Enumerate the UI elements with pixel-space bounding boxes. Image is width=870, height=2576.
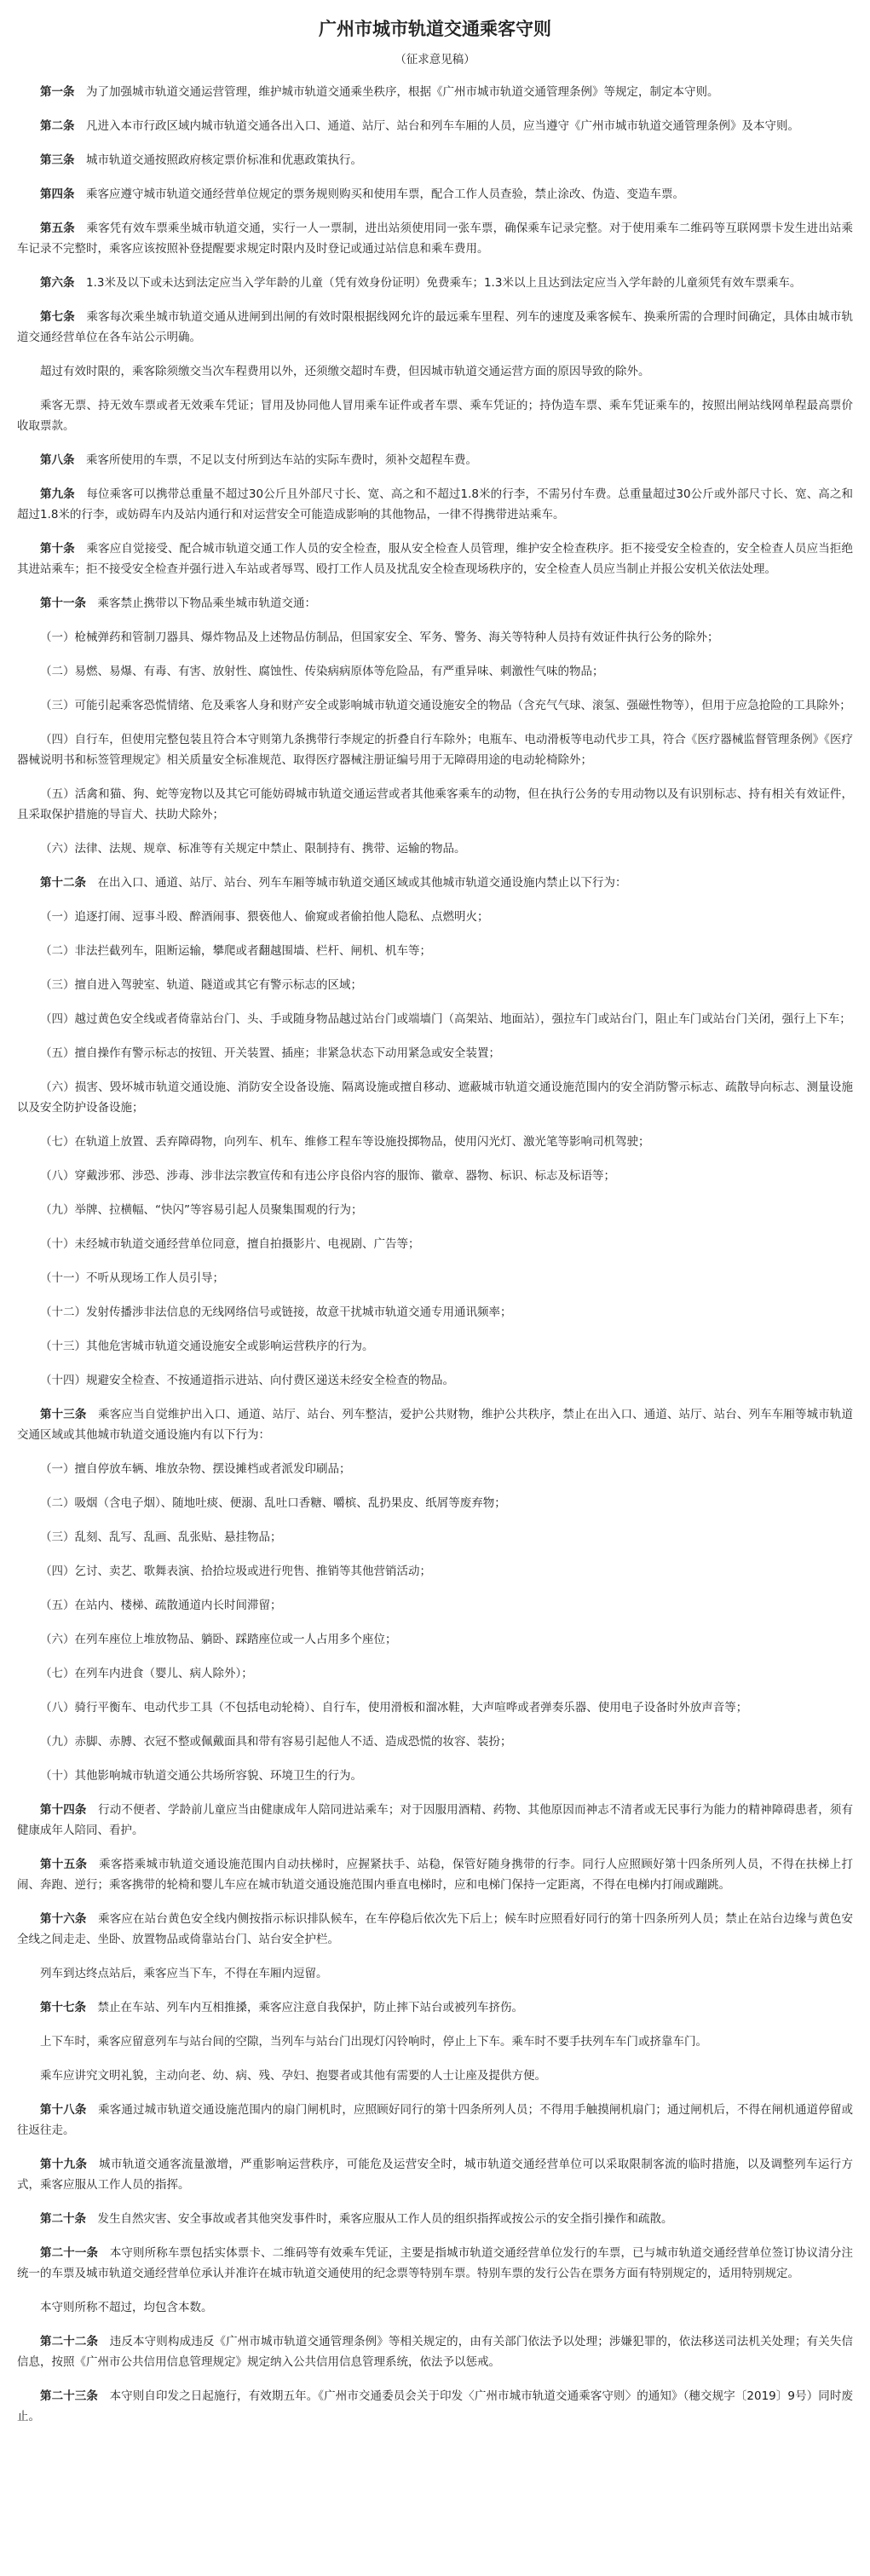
article-spacer [87, 2103, 99, 2117]
article-spacer [87, 1858, 99, 1871]
clause-paragraph [17, 1370, 853, 1391]
paragraph-text: 乘客应在站台黄色安全线内侧按指示标识排队候车，在车停稳后依次先下后上；候车时应照看好同行的第十四条所列人员；禁止在站台边缘与黄色安全线之间走走、坐卧、放置物品或倚靠站台门、站台安全护栏。 [17, 1912, 854, 1946]
paragraph-text: （二）易燃、易爆、有毒、有害、放射性、腐蚀性、传染病病原体等危险品，有严重异味、刺激性气味的物品； [40, 665, 604, 678]
paragraph-text: 乘客每次乘坐城市轨道交通从进闸到出闸的有效时限根据线网允许的最远乘车里程、列车的速度及乘客候车、换乘所需的合理时间确定，具体由城市轨道交通经营单位在各车站公示明确。 [17, 310, 854, 344]
article-spacer [98, 2389, 110, 2403]
article-number: 第十四条 [40, 1803, 87, 1817]
paragraph-text: 上下车时，乘客应留意列车与站台间的空隙，当列车与站台门出现灯闪铃响时，停止上下车。乘车时不要手扶列车车门或挤靠车门。 [40, 2035, 707, 2049]
article-paragraph [17, 593, 853, 614]
clause-paragraph [17, 1629, 853, 1650]
paragraph-text: （一）枪械弹药和管制刀器具、爆炸物品及上述物品仿制品，但国家安全、军务、警务、海关等特种人员持有效证件执行公务的除外； [40, 631, 719, 644]
article-spacer [75, 222, 87, 235]
document-title: 广州市城市轨道交通乘客守则 [319, 18, 551, 39]
clause-paragraph [17, 941, 853, 961]
paragraph-text: （十）其他影响城市轨道交通公共场所容貌、环境卫生的行为。 [40, 1769, 362, 1783]
clause-paragraph [17, 395, 853, 436]
paragraph-text: （五）在站内、楼梯、疏散通道内长时间滞留； [40, 1599, 282, 1612]
paragraph-text: （一）擅自停放车辆、堆放杂物、摆设摊档或者派发印刷品； [40, 1462, 351, 1476]
paragraph-text: 违反本守则构成违反《广州市城市轨道交通管理条例》等相关规定的，由有关部门依法予以处理；涉嫌犯罪的，依法移送司法机关处理；有关失信信息，按照《广州市公共信用信息管理规定》规定纳入公共信用信息管理系统，依法予以惩戒。 [17, 2335, 854, 2369]
article-spacer [86, 2001, 98, 2014]
article-spacer [87, 1912, 99, 1926]
article-number: 第二十条 [40, 2212, 86, 2226]
paragraph-text: 乘客应当自觉维护出入口、通道、站厅、站台、列车整洁，爱护公共财物，维护公共秩序，禁止在出入口、通道、站厅、站台、列车车厢等城市轨道交通区域或其他城市轨道交通设施内有以下行为： [17, 1408, 854, 1442]
paragraph-text: 行动不便者、学龄前儿童应当由健康成年人陪同进站乘车；对于因服用酒精、药物、其他原因而神志不清者或无民事行为能力的精神障碍患者，须有健康成年人陪同、看护。 [17, 1803, 854, 1837]
article-number: 第九条 [40, 487, 75, 501]
paragraph-text: （二）吸烟（含电子烟）、随地吐痰、便溺、乱吐口香糖、嚼槟、乱扔果皮、纸屑等废弃物； [40, 1496, 506, 1510]
article-paragraph [17, 116, 853, 136]
article-number: 第六条 [40, 276, 75, 290]
paragraph-text: 在出入口、通道、站厅、站台、列车车厢等城市轨道交通区域或其他城市轨道交通设施内禁止以下行为： [97, 876, 627, 890]
article-spacer [75, 187, 87, 201]
article-paragraph [17, 307, 853, 348]
article-spacer [87, 1803, 99, 1817]
paragraph-text: （十三）其他危害城市轨道交通设施安全或影响运营秩序的行为。 [40, 1340, 374, 1353]
clause-paragraph [17, 1132, 853, 1152]
article-spacer [75, 487, 87, 501]
paragraph-text: 发生自然灾害、安全事故或者其他突发事件时，乘客应服从工作人员的组织指挥或按公示的安全指引操作和疏散。 [97, 2212, 673, 2226]
clause-paragraph [17, 838, 853, 859]
paragraph-text: （八）骑行平衡车、电动代步工具（不包括电动轮椅）、自行车，使用滑板和溜冰鞋，大声喧哗或者弹奏乐器、使用电子设备时外放声音等； [40, 1701, 748, 1714]
paragraph-text: 本守则所称不超过，均包含本数。 [40, 2301, 213, 2314]
article-paragraph [17, 1997, 853, 2018]
clause-paragraph [17, 1766, 853, 1786]
paragraph-text: （五）活禽和猫、狗、蛇等宠物以及其它可能妨碍城市轨道交通运营或者其他乘客乘车的动物，但在执行公务的专用动物以及有识别标志、持有相关有效证件，且采取保护措施的导盲犬、扶助犬除外； [17, 787, 853, 821]
paragraph-text: 本守则自印发之日起施行，有效期五年。《广州市交通委员会关于印发〈广州市城市轨道交通乘客守则〉的通知》（穗交规字〔2019〕9号）同时废止。 [17, 2389, 854, 2423]
article-spacer [86, 596, 98, 610]
paragraph-text: 乘客通过城市轨道交通设施范围内的扇门闸机时，应照顾好同行的第十四条所列人员；不得用手触摸闸机扇门；通过闸机后，不得在闸机通道停留或往返往走。 [17, 2103, 854, 2137]
clause-paragraph [17, 695, 853, 716]
article-paragraph [17, 539, 853, 579]
article-paragraph [17, 2386, 853, 2427]
article-spacer [98, 2335, 110, 2348]
paragraph-text: 本守则所称车票包括实体票卡、二维码等有效乘车凭证，主要是指城市轨道交通经营单位发行的车票，已与城市轨道交通经营单位签订协议清分注统一的车票及城市轨道交通经营单位承认并准许在城市轨道交通使用的纪念票等特别车票。特别车票的发行公告在票务方面有特别规定的，适用特别规定。 [17, 2246, 854, 2280]
clause-paragraph [17, 729, 853, 770]
article-paragraph [17, 82, 853, 102]
article-spacer [75, 276, 87, 290]
paragraph-text: （一）追逐打闹、逗事斗殴、醉酒闹事、猥亵他人、偷窥或者偷拍他人隐私、点燃明火； [40, 910, 489, 924]
paragraph-text: （二）非法拦截列车，阻断运输，攀爬或者翻越围墙、栏杆、闸机、机车等； [40, 944, 431, 958]
clause-paragraph [17, 1595, 853, 1616]
paragraph-text: 乘客应自觉接受、配合城市轨道交通工作人员的安全检查，服从安全检查人员管理，维护安全检查秩序。拒不接受安全检查的，安全检查人员应当拒绝其进站乘车；拒不接受安全检查并强行进入车站或者辱骂、殴打工作人员及扰乱安全检查现场秩序的，安全检查人员应当制止并报公安机关依法处理。 [17, 542, 854, 576]
paragraph-text: （十四）规避安全检查、不按通道指示进站、向付费区递送未经安全检查的物品。 [40, 1374, 454, 1387]
paragraph-text: 乘客搭乘城市轨道交通设施范围内自动扶梯时，应握紧扶手、站稳，保管好随身携带的行李。同行人应照顾好第十四条所列人员，不得在扶梯上打闹、奔跑、逆行；乘客携带的轮椅和婴儿车应在城市轨道交通设施范围内垂直电梯时，应和电梯门保持一定距离，不得在电梯内打闹或蹦跳。 [17, 1858, 854, 1892]
clause-paragraph [17, 627, 853, 648]
paragraph-text: （六）法律、法规、规章、标准等有关规定中禁止、限制持有、携带、运输的物品。 [40, 842, 466, 856]
clause-paragraph [17, 1561, 853, 1582]
paragraph-text: 乘客无票、持无效车票或者无效乘车凭证；冒用及协同他人冒用乘车证件或者车票、乘车凭证的；持伪造车票、乘车凭证乘车的，按照出闸站线网单程最高票价收取票款。 [17, 399, 853, 433]
article-number: 第二十三条 [40, 2389, 98, 2403]
clause-paragraph [17, 361, 853, 382]
clause-paragraph [17, 1166, 853, 1186]
article-paragraph [17, 450, 853, 470]
article-spacer [86, 876, 98, 890]
paragraph-text: （十二）发射传播涉非法信息的无线网络信号或链接，故意干扰城市轨道交通专用通讯频率； [40, 1305, 512, 1319]
clause-paragraph [17, 1663, 853, 1684]
article-spacer [75, 119, 87, 133]
clause-paragraph [17, 1268, 853, 1288]
document-subtitle: （征求意见稿） [395, 53, 475, 66]
article-number: 第十五条 [40, 1858, 88, 1871]
article-number: 第七条 [40, 310, 75, 324]
paragraph-text: 1.3米及以下或未达到法定应当入学年龄的儿童（凭有效身份证明）免费乘车；1.3米以上且达到法定应当入学年龄的儿童须凭有效车票乘车。 [86, 276, 802, 290]
article-paragraph [17, 1800, 853, 1841]
clause-paragraph [17, 1302, 853, 1323]
paragraph-text: （三）乱刻、乱写、乱画、乱张贴、悬挂物品； [40, 1530, 282, 1544]
clause-paragraph [17, 1043, 853, 1063]
article-paragraph [17, 873, 853, 893]
article-paragraph [17, 273, 853, 293]
paragraph-text: 乘车应讲究文明礼貌，主动向老、幼、病、残、孕妇、抱婴者或其他有需要的人士让座及提供方便。 [40, 2069, 546, 2083]
article-number: 第二条 [40, 119, 75, 133]
article-number: 第十九条 [40, 2158, 88, 2171]
article-spacer [98, 2246, 110, 2260]
article-paragraph [17, 150, 853, 170]
clause-paragraph [17, 1732, 853, 1752]
article-number: 第十二条 [40, 876, 86, 890]
article-spacer [75, 453, 87, 467]
paragraph-text: 乘客所使用的车票，不足以支付所到达车站的实际车费时，须补交超程车费。 [86, 453, 477, 467]
paragraph-text: （十）未经城市轨道交通经营单位同意，擅自拍摄影片、电视剧、广告等； [40, 1237, 420, 1251]
paragraph-text: （七）在轨道上放置、丢弃障碍物，向列车、机车、维修工程车等设施投掷物品，使用闪光灯、激光笔等影响司机驾驶； [40, 1135, 650, 1149]
paragraph-text: （六）在列车座位上堆放物品、躺卧、踩踏座位或一人占用多个座位； [40, 1633, 397, 1646]
article-paragraph [17, 2243, 853, 2284]
clause-paragraph [17, 1336, 853, 1357]
article-spacer [87, 1408, 99, 1421]
clause-paragraph [17, 2066, 853, 2086]
paragraph-text: 每位乘客可以携带总重量不超过30公斤且外部尺寸长、宽、高之和不超过1.8米的行李，不需另付车费。总重量超过30公斤或外部尺寸长、宽、高之和超过1.8米的行李，或妨碍车内及站内通行和对运营安全可能造成影响的其他物品，一律不得携带进站乘车。 [17, 487, 854, 522]
paragraph-text: （九）举牌、拉横幅、“快闪”等容易引起人员聚集围观的行为； [40, 1203, 363, 1217]
paragraph-text: 城市轨道交通客流量激增，严重影响运营秩序，可能危及运营安全时，城市轨道交通经营单位可以采取限制客流的临时措施，以及调整列车运行方式，乘客应服从工作人员的指挥。 [17, 2158, 854, 2192]
clause-paragraph [17, 1200, 853, 1220]
clause-paragraph [17, 2031, 853, 2052]
article-paragraph [17, 2100, 853, 2141]
paragraph-text: （九）赤脚、赤膊、衣冠不整或佩戴面具和带有容易引起他人不适、造成恐慌的妆容、装扮； [40, 1735, 512, 1749]
clause-paragraph [17, 784, 853, 825]
article-number: 第十六条 [40, 1912, 87, 1926]
paragraph-text: （三）可能引起乘客恐慌情绪、危及乘客人身和财产安全或影响城市轨道交通设施安全的物品（含充气气球、滚氢、强磁性物等），但用于应急抢险的工具除外； [40, 699, 851, 712]
clause-paragraph [17, 661, 853, 682]
article-number: 第十八条 [40, 2103, 87, 2117]
paragraph-text: 乘客应遵守城市轨道交通经营单位规定的票务规则购买和使用车票，配合工作人员查验，禁止涂改、伪造、变造车票。 [86, 187, 684, 201]
article-paragraph [17, 2209, 853, 2229]
paragraph-text: 城市轨道交通按照政府核定票价标准和优惠政策执行。 [86, 153, 362, 167]
clause-paragraph [17, 1527, 853, 1547]
paragraph-text: （三）擅自进入驾驶室、轨道、隧道或其它有警示标志的区域； [40, 978, 362, 992]
clause-paragraph [17, 1077, 853, 1118]
article-number: 第十条 [40, 542, 75, 556]
document-body [17, 82, 853, 2427]
article-paragraph [17, 1909, 853, 1950]
clause-paragraph [17, 2297, 853, 2318]
article-paragraph [17, 218, 853, 259]
article-paragraph [17, 1854, 853, 1895]
article-paragraph [17, 2154, 853, 2195]
paragraph-text: （六）损害、毁坏城市轨道交通设施、消防安全设备设施、隔离设施或擅自移动、遮蔽城市轨道交通设施范围内的安全消防警示标志、疏散导向标志、测量设施以及安全防护设备设施； [17, 1081, 853, 1115]
article-paragraph [17, 184, 853, 205]
article-spacer [75, 542, 87, 556]
article-number: 第三条 [40, 153, 75, 167]
article-number: 第二十一条 [40, 2246, 99, 2260]
article-paragraph [17, 2331, 853, 2372]
paragraph-text: 禁止在车站、列车内互相推搡，乘客应注意自我保护，防止摔下站台或被列车挤伤。 [97, 2001, 523, 2014]
article-paragraph [17, 484, 853, 525]
clause-paragraph [17, 1697, 853, 1718]
paragraph-text: 为了加强城市轨道交通运营管理，维护城市轨道交通乘坐秩序，根据《广州市城市轨道交通管理条例》等规定，制定本守则。 [86, 85, 719, 99]
clause-paragraph [17, 1963, 853, 1984]
paragraph-text: 列车到达终点站后，乘客应当下车，不得在车厢内逗留。 [40, 1967, 328, 1980]
article-number: 第十七条 [40, 2001, 86, 2014]
paragraph-text: （四）越过黄色安全线或者倚靠站台门、头、手或随身物品越过站台门或端墙门（高架站、地面站），强拉车门或站台门，阻止车门或站台门关闭，强行上下车； [40, 1012, 851, 1026]
article-spacer [75, 310, 87, 324]
clause-paragraph [17, 1234, 853, 1254]
paragraph-text: 凡进入本市行政区域内城市轨道交通各出入口、通道、站厅、站台和列车车厢的人员，应当遵守《广州市城市轨道交通管理条例》及本守则。 [86, 119, 799, 133]
paragraph-text: （四）自行车，但使用完整包装且符合本守则第九条携带行李规定的折叠自行车除外；电瓶车、电动滑板等电动代步工具，符合《医疗器械监督管理条例》《医疗器械说明书和标签管理规定》相关质量安全标准规范、取得医疗器械注册证编号用于无障碍用途的电动轮椅除外； [17, 733, 853, 767]
article-number: 第五条 [40, 222, 75, 235]
clause-paragraph [17, 907, 853, 927]
article-number: 第二十二条 [40, 2335, 99, 2348]
paragraph-text: （八）穿戴涉邪、涉恐、涉毒、涉非法宗教宣传和有违公序良俗内容的服饰、徽章、器物、标识、标志及标语等； [40, 1169, 615, 1183]
article-spacer [75, 153, 87, 167]
paragraph-text: 乘客凭有效车票乘坐城市轨道交通，实行一人一票制，进出站须使用同一张车票，确保乘车记录完整。对于使用乘车二维码等互联网票卡发生进出站乘车记录不完整时，乘客应该按照补登提醒要求规定时限内及时登记或通过站信息和乘车费用。 [17, 222, 854, 256]
clause-paragraph [17, 1459, 853, 1479]
article-spacer [75, 85, 87, 99]
article-paragraph [17, 1404, 853, 1445]
article-number: 第十一条 [40, 596, 86, 610]
paragraph-text: （五）擅自操作有警示标志的按钮、开关装置、插座；非紧急状态下动用紧急或安全装置； [40, 1046, 500, 1060]
clause-paragraph [17, 975, 853, 995]
article-spacer [87, 2158, 99, 2171]
article-spacer [86, 2212, 98, 2226]
paragraph-text: 超过有效时限的，乘客除须缴交当次车程费用以外，还须缴交超时车费，但因城市轨道交通运营方面的原因导致的除外。 [40, 365, 650, 378]
clause-paragraph [17, 1493, 853, 1513]
article-number: 第四条 [40, 187, 75, 201]
clause-paragraph [17, 1009, 853, 1029]
paragraph-text: （七）在列车内进食（婴儿、病人除外）； [40, 1667, 253, 1680]
article-number: 第十三条 [40, 1408, 87, 1421]
article-number: 第八条 [40, 453, 75, 467]
paragraph-text: 乘客禁止携带以下物品乘坐城市轨道交通： [97, 596, 316, 610]
article-number: 第一条 [40, 85, 75, 99]
paragraph-text: （十一）不听从现场工作人员引导； [40, 1271, 224, 1285]
paragraph-text: （四）乞讨、卖艺、歌舞表演、拾拾垃圾或进行兜售、推销等其他营销活动； [40, 1565, 431, 1578]
